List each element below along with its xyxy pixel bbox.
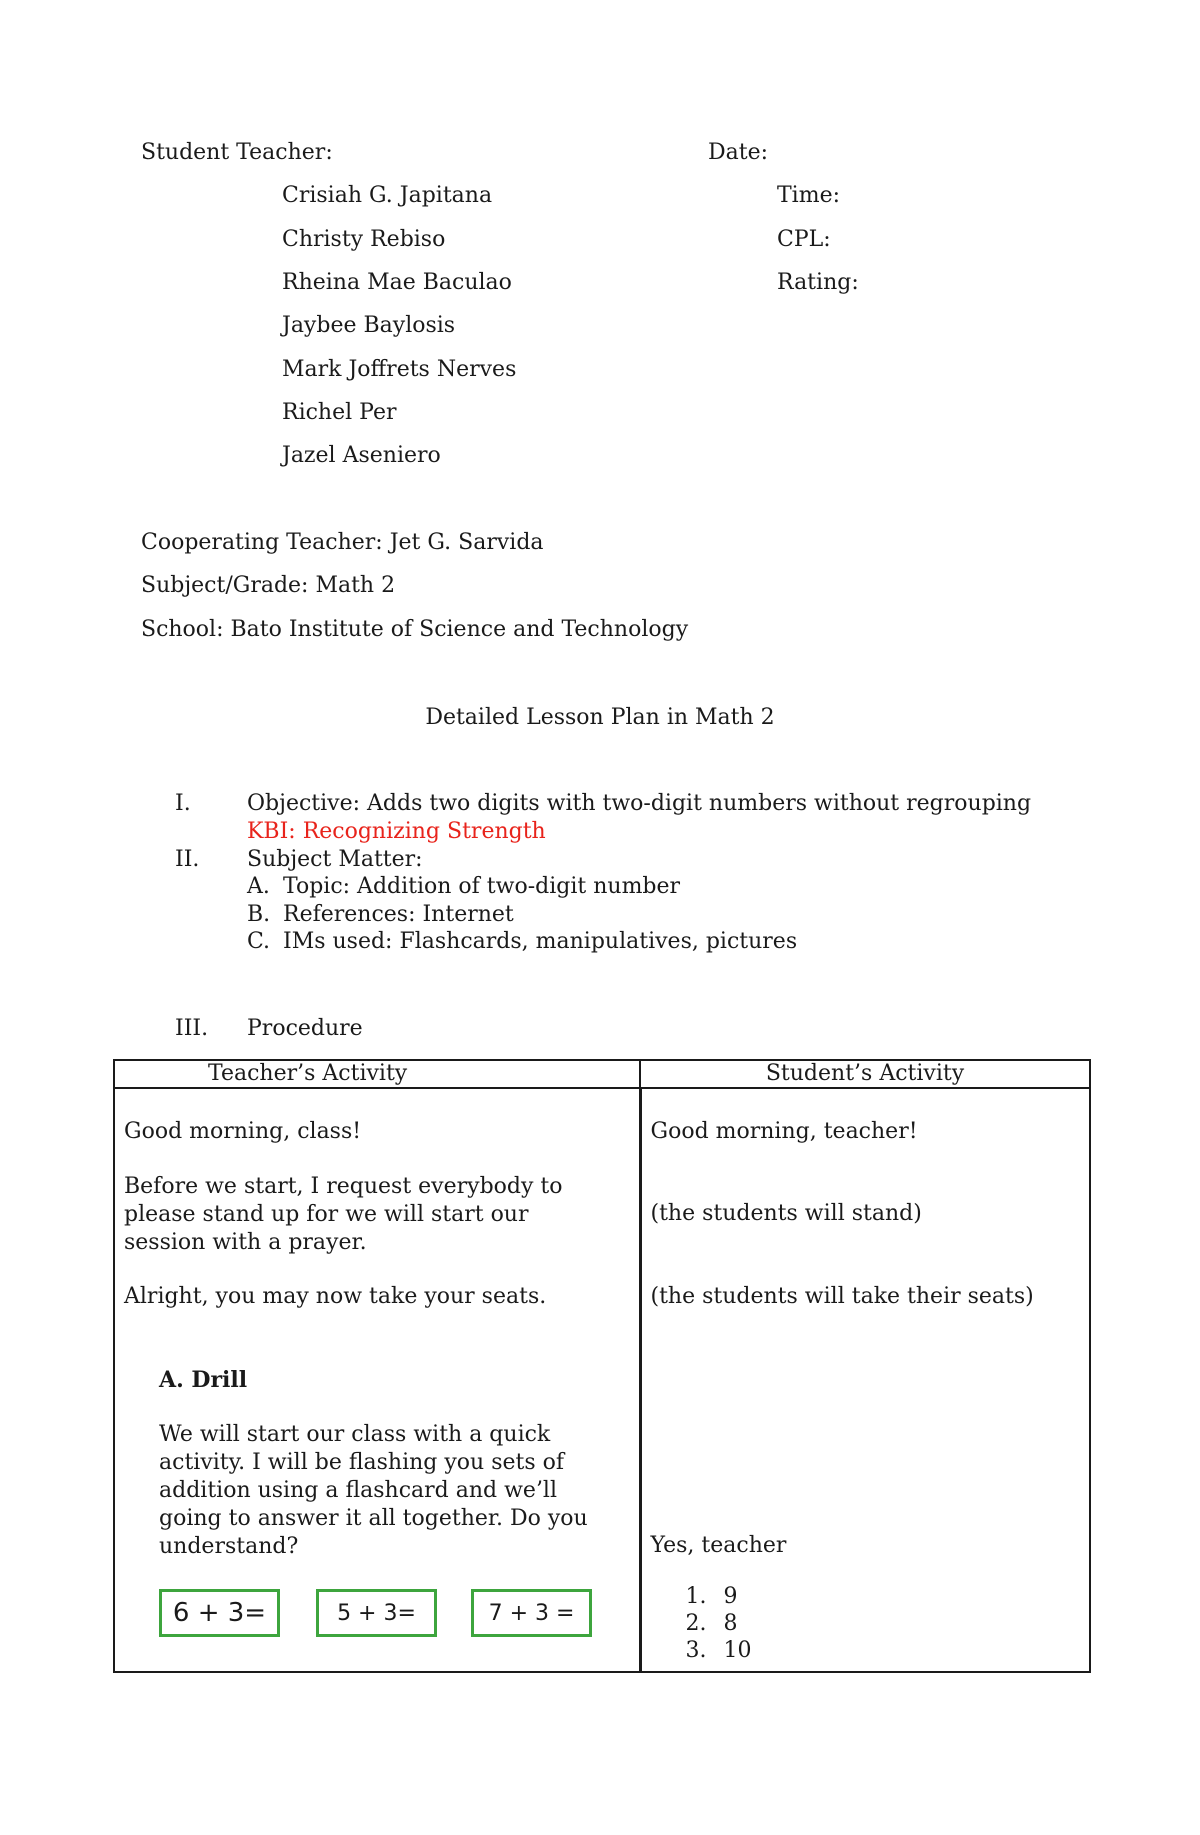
- student-yes: Yes, teacher: [650, 1533, 787, 1558]
- sub-letter-b: B.: [247, 902, 271, 927]
- paragraph-line: understand?: [159, 1534, 299, 1559]
- student-greeting: Good morning, teacher!: [650, 1119, 918, 1144]
- school: School: Bato Institute of Science and Technology: [141, 617, 689, 642]
- answer-value: 9: [723, 1584, 738, 1609]
- kbi-text: KBI: Recognizing Strength: [247, 819, 546, 844]
- objective: Objective: Adds two digits with two-digit numbers without regrouping: [247, 791, 1032, 816]
- teacher-seats: Alright, you may now take your seats.: [124, 1284, 547, 1309]
- list-item: [686, 1637, 752, 1664]
- subject-grade: Subject/Grade: Math 2: [141, 573, 396, 598]
- student-teacher-name: Jazel Aseniero: [282, 443, 441, 468]
- ims-used: IMs used: Flashcards, manipulatives, pictures: [283, 929, 798, 954]
- references: References: Internet: [283, 902, 514, 927]
- teacher-activity-cell: [114, 1088, 640, 1672]
- answer-list: [686, 1583, 752, 1664]
- answer-number: 3.: [685, 1638, 707, 1663]
- student-seats: (the students will take their seats): [650, 1284, 1034, 1309]
- student-teacher-name: Christy Rebiso: [282, 227, 446, 252]
- student-teacher-name: Crisiah G. Japitana: [282, 183, 493, 208]
- procedure-table: [113, 1059, 1091, 1673]
- student-teacher-label: Student Teacher:: [141, 140, 333, 165]
- flashcard: 7 + 3 =: [471, 1589, 592, 1637]
- list-item: [686, 1610, 752, 1637]
- flashcard: 6 + 3=: [159, 1589, 280, 1637]
- flashcard: 5 + 3=: [316, 1589, 437, 1637]
- student-teacher-name: Jaybee Baylosis: [282, 313, 456, 338]
- drill-heading: A. Drill: [159, 1367, 248, 1393]
- rating-label: Rating:: [777, 270, 859, 295]
- paragraph-line: addition using a flashcard and we’ll: [159, 1478, 558, 1503]
- sub-letter-c: C.: [247, 929, 271, 954]
- paragraph-line: session with a prayer.: [124, 1230, 367, 1255]
- teacher-prayer-paragraph: [124, 1173, 563, 1257]
- outline-number-iii: III.: [175, 1016, 209, 1041]
- time-label: Time:: [777, 183, 841, 208]
- outline-number-i: I.: [175, 791, 191, 816]
- cpl-label: CPL:: [777, 227, 831, 252]
- student-stand: (the students will stand): [650, 1201, 922, 1226]
- date-label: Date:: [708, 140, 769, 165]
- student-activity-cell: [640, 1088, 1090, 1672]
- student-teacher-name: Rheina Mae Baculao: [282, 270, 512, 295]
- page-title: Detailed Lesson Plan in Math 2: [425, 705, 775, 730]
- outline-number-ii: II.: [175, 847, 200, 872]
- student-teacher-name: Richel Per: [282, 400, 397, 425]
- paragraph-line: activity. I will be flashing you sets of: [159, 1450, 565, 1475]
- teacher-greeting: Good morning, class!: [124, 1119, 362, 1144]
- procedure-heading: Procedure: [247, 1016, 363, 1041]
- answer-value: 10: [723, 1638, 752, 1663]
- paragraph-line: please stand up for we will start our: [124, 1202, 529, 1227]
- paragraph-line: going to answer it all together. Do you: [159, 1506, 588, 1531]
- teacher-activity-header: Teacher’s Activity: [114, 1060, 640, 1088]
- student-teacher-name: Mark Joffrets Nerves: [282, 357, 517, 382]
- drill-paragraph: [159, 1421, 588, 1561]
- list-item: [686, 1583, 752, 1610]
- answer-value: 8: [723, 1611, 738, 1636]
- cooperating-teacher: Cooperating Teacher: Jet G. Sarvida: [141, 530, 544, 555]
- subject-matter: Subject Matter:: [247, 847, 423, 872]
- sub-letter-a: A.: [247, 874, 270, 899]
- topic: Topic: Addition of two-digit number: [283, 874, 681, 899]
- paragraph-line: We will start our class with a quick: [159, 1422, 551, 1447]
- paragraph-line: Before we start, I request everybody to: [124, 1174, 563, 1199]
- student-activity-header: Student’s Activity: [640, 1060, 1090, 1088]
- answer-number: 1.: [685, 1584, 707, 1609]
- answer-number: 2.: [685, 1611, 707, 1636]
